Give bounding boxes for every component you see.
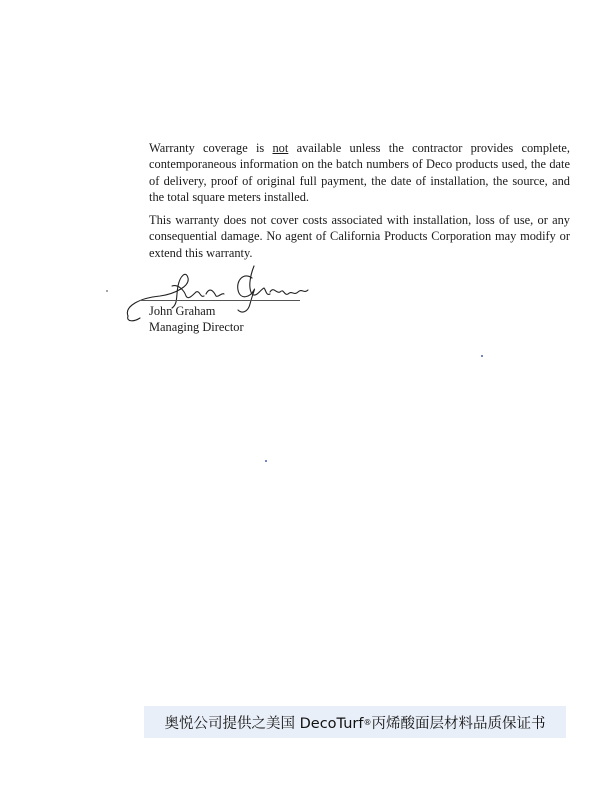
scan-speck bbox=[265, 460, 267, 462]
signatory-title: Managing Director bbox=[149, 320, 244, 334]
warranty-coverage-paragraph bbox=[149, 140, 570, 206]
footer-text-end: 丙烯酸面层材料品质保证书 bbox=[371, 715, 546, 732]
underlined-not: not bbox=[272, 141, 289, 155]
exclusions-paragraph: This warranty does not cover costs associated with installation, loss of use, or any consequential damage. No agent of California Products Corporation may modify or extend this warranty. bbox=[149, 213, 570, 260]
scan-speck bbox=[481, 355, 483, 357]
coverage-text-start: Warranty coverage is bbox=[149, 141, 273, 155]
footer-text-start: 奥悦公司提供之美国 DecoTurf bbox=[164, 715, 364, 732]
footer-caption bbox=[144, 706, 566, 738]
registered-mark: ® bbox=[363, 717, 372, 727]
signature-line bbox=[140, 300, 300, 301]
signatory-name: John Graham bbox=[149, 304, 216, 318]
scan-speck bbox=[106, 290, 108, 292]
coverage-text-end: available unless the contractor provides complete, contemporaneous information on the batch numbers of Deco products used, the date of delivery, proof of original full payment, the date of installation, the source, and the total square meters installed. bbox=[149, 141, 570, 205]
